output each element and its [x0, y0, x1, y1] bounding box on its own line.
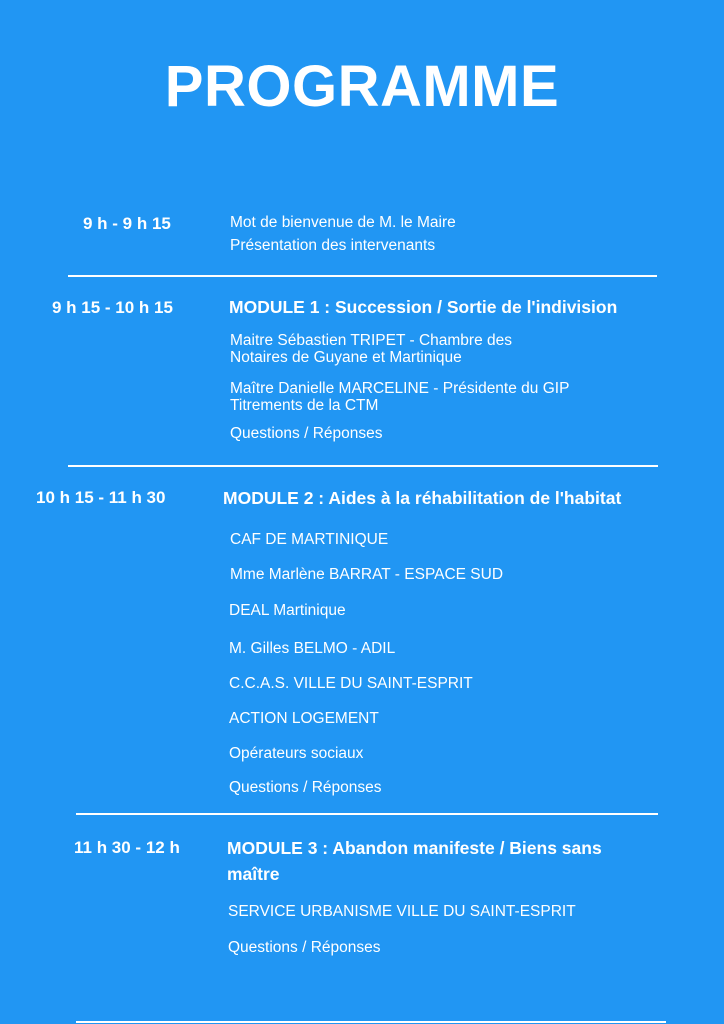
item-qa: Questions / Réponses: [229, 779, 382, 796]
module-3-heading: MODULE 3 : Abandon manifeste / Biens sans: [227, 838, 602, 858]
item-line: Maître Danielle MARCELINE - Présidente du GIP: [230, 380, 570, 397]
item-speakers-intro: Présentation des intervenants: [230, 237, 436, 254]
divider: [68, 275, 657, 277]
item-line: CAF DE MARTINIQUE: [230, 531, 389, 548]
time-slot-3: 10 h 15 - 11 h 30: [36, 488, 166, 507]
item-qa: Questions / Réponses: [228, 939, 381, 956]
module-1-heading: MODULE 1 : Succession / Sortie de l'indivision: [229, 297, 618, 317]
time-slot-4: 11 h 30 - 12 h: [74, 838, 180, 857]
divider: [76, 1021, 666, 1023]
item-line: DEAL Martinique: [229, 602, 346, 619]
item-line: Notaires de Guyane et Martinique: [230, 349, 462, 366]
item-line: Opérateurs sociaux: [229, 745, 364, 762]
divider: [68, 465, 658, 467]
item-line: Titrements de la CTM: [230, 397, 379, 414]
page-title: PROGRAMME: [164, 54, 560, 119]
time-slot-1: 9 h - 9 h 15: [83, 214, 171, 233]
time-slot-2: 9 h 15 - 10 h 15: [52, 298, 173, 317]
divider: [76, 813, 658, 815]
item-line: SERVICE URBANISME VILLE DU SAINT-ESPRIT: [228, 903, 576, 920]
module-3-heading-cont: maître: [227, 864, 280, 884]
item-qa: Questions / Réponses: [230, 425, 383, 442]
item-line: ACTION LOGEMENT: [229, 710, 379, 727]
item-line: C.C.A.S. VILLE DU SAINT-ESPRIT: [229, 675, 473, 692]
item-line: Mme Marlène BARRAT - ESPACE SUD: [230, 566, 504, 583]
item-welcome: Mot de bienvenue de M. le Maire: [230, 214, 456, 231]
module-2-heading: MODULE 2 : Aides à la réhabilitation de l'habitat: [223, 488, 622, 508]
item-line: M. Gilles BELMO - ADIL: [229, 640, 396, 657]
item-line: Maitre Sébastien TRIPET - Chambre des: [230, 332, 512, 349]
